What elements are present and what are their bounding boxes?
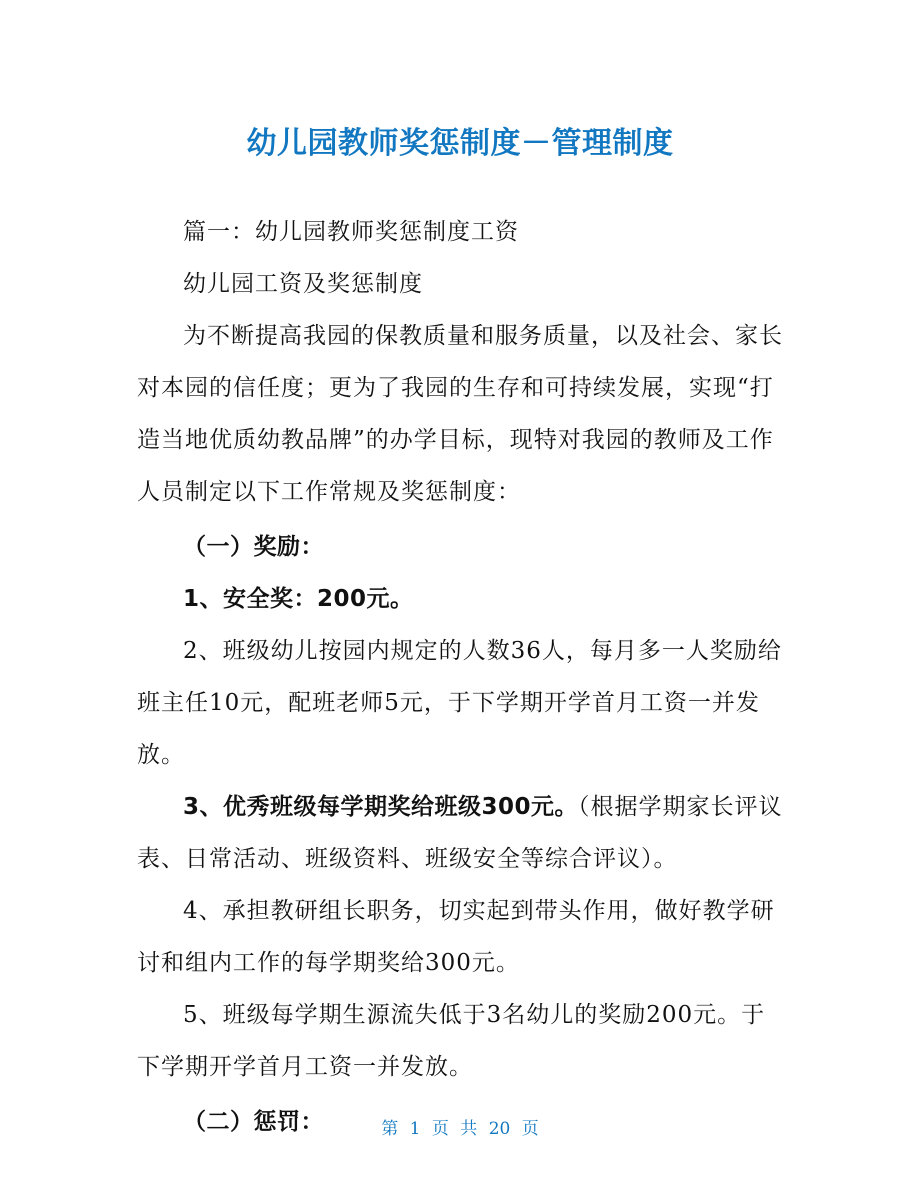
paragraph-safety-award: 1、安全奖：200元。	[183, 586, 414, 612]
heading-rewards: （一）奖励：	[183, 534, 324, 560]
paragraph-excellent-class-award	[137, 781, 787, 885]
paragraph-intro: 为不断提高我园的保教质量和服务质量，以及社会、家长对本园的信任度；更为了我园的生存和可持续发展，实现“打造当地优质幼教品牌”的办学目标，现特对我园的教师及工作人员制定以下工作常规及奖惩制度：	[137, 323, 783, 505]
page-footer: 第 1 页 共 20 页	[381, 1119, 539, 1139]
document-body	[137, 206, 787, 1148]
excellent-class-award-note: （根据学期家长评议表、日常活动、班级资料、班级安全等综合评议）。	[137, 794, 783, 872]
paragraph-section-heading: 篇一：幼儿园教师奖惩制度工资	[183, 219, 519, 245]
paragraph-class-size-award: 2、班级幼儿按园内规定的人数36人，每月多一人奖励给班主任10元，配班老师5元，于下学期开学首月工资一并发放。	[137, 638, 782, 768]
paragraph-retention-award: 5、班级每学期生源流失低于3名幼儿的奖励200元。于下学期开学首月工资一并发放。	[137, 1002, 766, 1080]
document-title: 幼儿园教师奖惩制度－管理制度	[246, 126, 674, 161]
excellent-class-award-bold: 3、优秀班级每学期奖给班级300元。	[183, 794, 579, 820]
paragraph-research-leader-award: 4、承担教研组长职务，切实起到带头作用，做好教学研讨和组内工作的每学期奖给300元。	[137, 898, 775, 976]
paragraph-subtitle: 幼儿园工资及奖惩制度	[183, 271, 423, 297]
heading-penalties: （二）惩罚：	[183, 1109, 324, 1135]
